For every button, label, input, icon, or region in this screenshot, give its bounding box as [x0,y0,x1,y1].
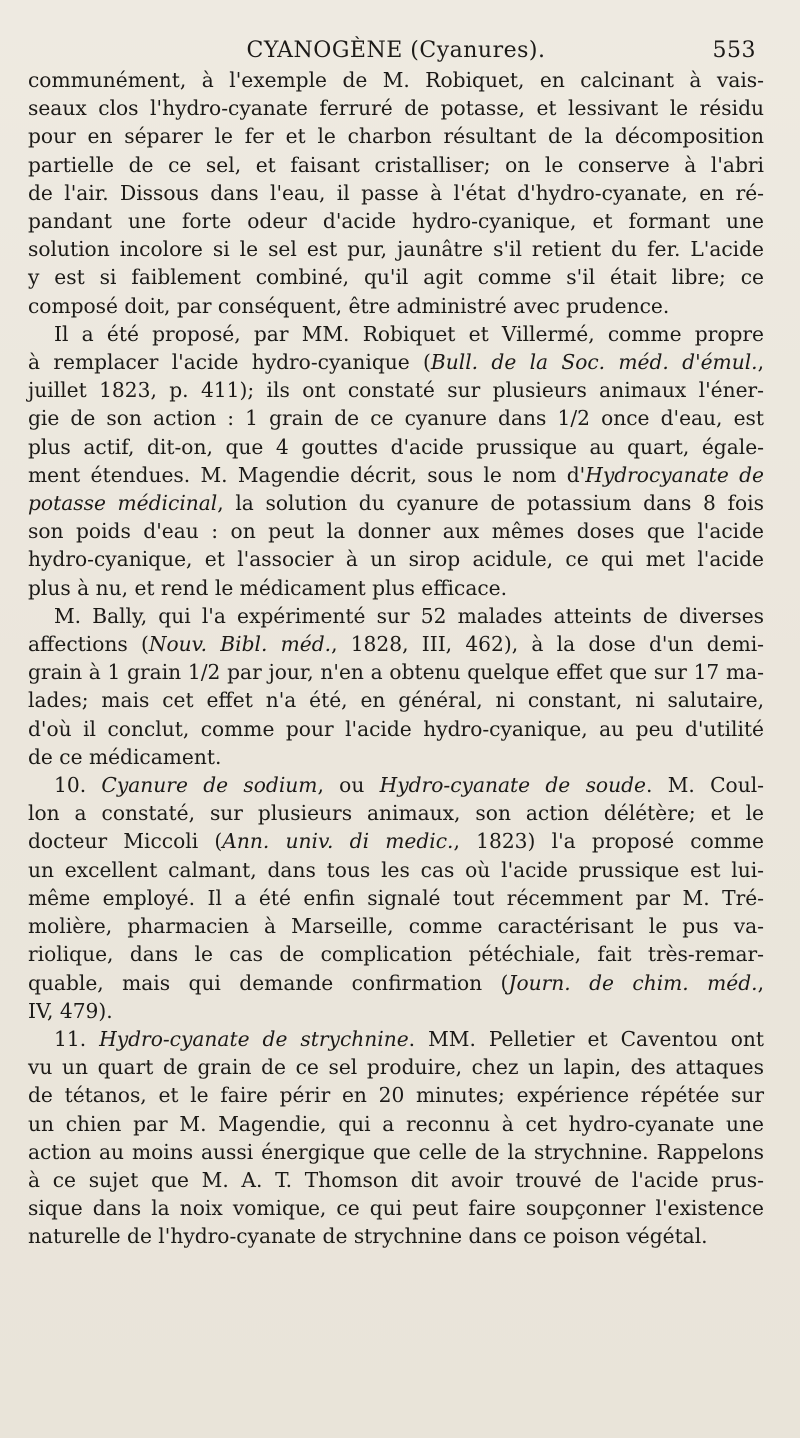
text-segment: de ce médicament. [28,744,222,769]
text-line [28,545,764,573]
text-line [28,1025,764,1053]
text-segment: Il a été proposé, par MM. Robiquet et Villermé, comme propre [54,321,764,346]
text-segment: à ce sujet que M. A. T. Thomson dit avoir trouvé de l'acide prus- [28,1167,764,1192]
body-text [28,66,764,1251]
text-segment: lades; mais cet effet n'a été, en général, ni constant, ni salutaire, [28,688,764,713]
text-line [28,856,764,884]
text-line [28,884,764,912]
text-line [28,997,764,1025]
text-segment: à remplacer l'acide hydro-cyanique ( [28,350,431,375]
text-segment: partielle de ce sel, et faisant cristalliser; on le conserve à l'abri [28,152,764,177]
text-line [28,1166,764,1194]
italic-segment: Cyanure de sodium [101,773,318,798]
page-header [28,26,764,66]
text-line [28,404,764,432]
text-line [28,1110,764,1138]
text-segment: hydro-cyanique, et l'associer à un sirop acidule, ce qui met l'acide [28,547,764,572]
text-line [28,489,764,517]
text-segment: , 1823) l'a proposé comme [453,829,764,854]
italic-segment: Bull. de la Soc. méd. d'émul. [430,350,758,375]
text-segment: , la solution du cyanure de potassium dans 8 fois [217,491,764,516]
text-line [28,827,764,855]
text-segment: , [757,350,765,375]
running-title: CYANOGÈNE (Cyanures). [246,38,546,63]
text-line [28,574,764,602]
text-segment: communément, à l'exemple de M. Robiquet, en calcinant à vais- [28,68,764,92]
italic-segment: Nouv. Bibl. méd. [148,632,332,657]
text-segment: . MM. Pelletier et Caventou ont [408,1026,764,1051]
text-line [28,122,764,150]
text-line [28,461,764,489]
text-segment: seaux clos l'hydro-cyanate ferruré de potasse, et lessivant le résidu [28,96,764,121]
text-segment: son poids d'eau : on peut la donner aux mêmes doses que l'acide [28,519,764,544]
text-segment: IV, 479). [28,998,113,1023]
text-segment: quable, mais qui demande confirmation ( [28,970,509,995]
text-line [28,376,764,404]
italic-segment: Hydro-cyanate de strychnine [99,1026,409,1051]
text-segment: pour en séparer le fer et le charbon résultant de la décomposition [28,124,764,149]
text-line [28,940,764,968]
text-segment: de tétanos, et le faire périr en 20 minutes; expérience répétée sur [28,1083,764,1108]
text-segment: solution incolore si le sel est pur, jaunâtre s'il retient du fer. L'acide [28,237,764,262]
italic-segment: Hydrocyanate de [585,462,764,487]
text-segment: . M. Coul- [645,773,764,798]
text-line [28,1138,764,1166]
text-segment: 10. [54,773,102,798]
text-line [28,602,764,630]
text-line [28,151,764,179]
text-line [28,348,764,376]
text-segment: pandant une forte odeur d'acide hydro-cyanique, et formant une [28,209,764,234]
text-segment: riolique, dans le cas de complication pétéchiale, fait très-remar- [28,942,764,967]
text-segment: de l'air. Dissous dans l'eau, il passe à l'état d'hydro-cyanate, en ré- [28,180,764,205]
text-line [28,320,764,348]
text-segment: d'où il conclut, comme pour l'acide hydro-cyanique, au peu d'utilité [28,716,764,741]
text-line [28,1053,764,1081]
text-line [28,94,764,122]
text-segment: 11. [54,1026,100,1051]
paragraph [28,66,764,320]
paragraph [28,602,764,771]
text-segment: juillet 1823, p. 411); ils ont constaté sur plusieurs animaux l'éner- [28,378,764,403]
paragraph [28,1025,764,1251]
text-segment: un excellent calmant, dans tous les cas où l'acide prussique est lui- [28,857,764,882]
text-segment: vu un quart de grain de ce sel produire, chez un lapin, des attaques [28,1055,764,1080]
italic-segment: Ann. univ. di medic. [222,829,454,854]
text-segment: docteur Miccoli ( [28,829,223,854]
text-segment: même employé. Il a été enfin signalé tout récemment par M. Tré- [28,885,764,910]
text-line [28,179,764,207]
text-segment: plus actif, dit-on, que 4 gouttes d'acide prussique au quart, égale- [28,434,764,459]
text-segment: composé doit, par conséquent, être administré avec prudence. [28,293,670,318]
text-line [28,658,764,686]
text-line [28,517,764,545]
text-segment: y est si faiblement combiné, qu'il agit comme s'il était libre; ce [28,265,764,290]
text-segment: , 1828, III, 462), à la dose d'un demi- [331,632,764,657]
text-segment: , ou [317,773,380,798]
text-line [28,969,764,997]
text-line [28,743,764,771]
italic-segment: potasse médicinal [28,491,218,516]
text-line [28,1194,764,1222]
italic-segment: Hydro-cyanate de soude [379,773,646,798]
text-line [28,1081,764,1109]
text-segment: M. Bally, qui l'a expérimenté sur 52 malades atteints de diverses [54,603,764,628]
text-segment: plus à nu, et rend le médicament plus efficace. [28,575,508,600]
page-number: 553 [712,38,756,63]
text-segment: action au moins aussi énergique que celle de la strychnine. Rappelons [28,1139,764,1164]
text-line [28,715,764,743]
text-segment: sique dans la noix vomique, ce qui peut faire soupçonner l'existence [28,1196,764,1221]
text-segment: gie de son action : 1 grain de ce cyanure dans 1/2 once d'eau, est [28,406,764,431]
text-line [28,771,764,799]
text-segment: naturelle de l'hydro-cyanate de strychnine dans ce poison végétal. [28,1224,708,1249]
text-line [28,207,764,235]
text-line [28,686,764,714]
text-segment: un chien par M. Magendie, qui a reconnu à cet hydro-cyanate une [28,1111,764,1136]
text-segment: ment étendues. M. Magendie décrit, sous le nom d' [28,462,586,487]
paragraph [28,771,764,1025]
text-line [28,1222,764,1250]
text-line [28,630,764,658]
text-line [28,235,764,263]
text-line [28,292,764,320]
italic-segment: Journ. de chim. méd. [508,970,758,995]
text-segment: molière, pharmacien à Marseille, comme caractérisant le pus va- [28,914,764,939]
text-segment: , [757,970,764,995]
text-line [28,433,764,461]
text-segment: affections ( [28,632,149,657]
text-line [28,66,764,94]
text-segment: grain à 1 grain 1/2 par jour, n'en a obtenu quelque effet que sur 17 ma- [28,660,764,685]
text-line [28,912,764,940]
paragraph [28,320,764,602]
text-line [28,263,764,291]
text-line [28,799,764,827]
text-segment: lon a constaté, sur plusieurs animaux, son action délétère; et le [28,801,764,826]
